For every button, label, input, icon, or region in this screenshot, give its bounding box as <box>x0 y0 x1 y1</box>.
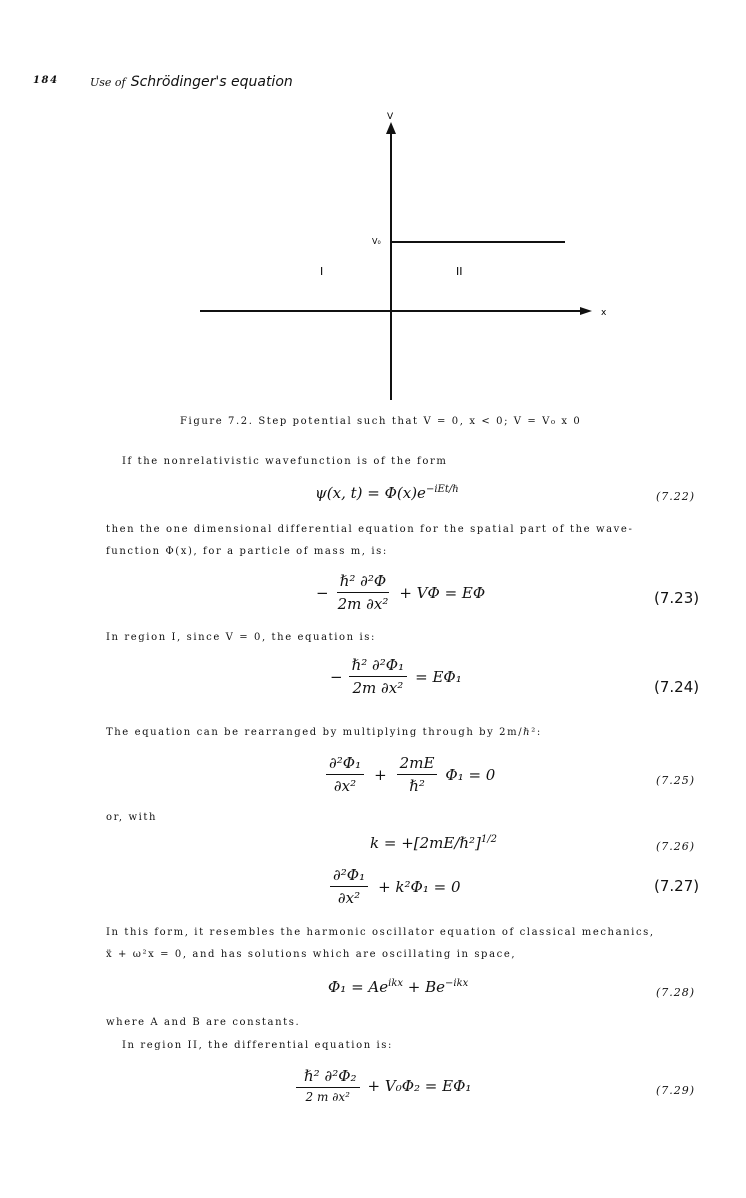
equation-7-23-numerator: ℏ² ∂²Φ <box>337 572 390 593</box>
x-axis-label: x <box>601 308 607 318</box>
equation-7-28-exponent-a: ikx <box>388 978 404 989</box>
equation-7-27 <box>330 866 461 907</box>
equation-7-28-mid: + Be <box>403 978 446 996</box>
equation-7-29-fraction <box>296 1067 360 1104</box>
paragraph-harmonic-line2: ẍ + ω²x = 0, and has solutions which are oscillating in space, <box>106 949 517 960</box>
equation-7-29-rhs: + V₀Φ₂ = EΦ₁ <box>367 1076 472 1095</box>
equation-7-25 <box>326 754 495 795</box>
equation-number-7-25: (7.25) <box>656 774 696 787</box>
paragraph-intro: If the nonrelativistic wavefunction is of the form <box>122 456 448 467</box>
equation-7-23-rhs: + VΦ = EΦ <box>399 583 486 602</box>
equation-7-26-body: k = +[2mE/ℏ²] <box>370 834 481 852</box>
equation-number-7-23: (7.23) <box>654 589 700 607</box>
equation-7-22 <box>315 484 459 502</box>
paragraph-rearranged: The equation can be rearranged by multiplying through by 2m/ℏ²: <box>106 727 542 738</box>
paragraph-wavefunction-line1: then the one dimensional differential equation for the spatial part of the wave- <box>106 524 634 535</box>
equation-7-22-body: ψ(x, t) = Φ(x)e <box>315 484 426 502</box>
equation-7-23-denominator: 2m ∂x² <box>337 595 389 613</box>
equation-7-27-rhs: + k²Φ₁ = 0 <box>378 877 461 896</box>
equation-7-27-fraction <box>330 866 368 907</box>
v0-label: V₀ <box>372 237 381 246</box>
equation-7-25-denominator-b: ℏ² <box>409 777 425 795</box>
equation-7-26 <box>370 834 497 852</box>
equation-7-24-fraction <box>349 656 408 697</box>
equation-7-25-numerator-a: ∂²Φ₁ <box>326 754 364 775</box>
equation-7-25-fraction-a <box>326 754 364 795</box>
equation-7-24-denominator: 2m ∂x² <box>352 679 404 697</box>
equation-7-22-exponent: −iEt/ℏ <box>425 484 459 495</box>
equation-7-29-denominator: 2 m ∂x² <box>305 1090 350 1104</box>
equation-7-23 <box>316 572 485 613</box>
page-number: 184 <box>33 75 59 86</box>
running-head-prefix: Use of <box>90 76 126 89</box>
running-head <box>90 71 293 90</box>
paragraph-harmonic-line1: In this form, it resembles the harmonic oscillator equation of classical mechanics, <box>106 927 655 938</box>
figure-caption: Figure 7.2. Step potential such that V = 0, x < 0; V = V₀ x 0 <box>180 416 582 427</box>
equation-7-25-denominator-a: ∂x² <box>333 777 357 795</box>
equation-number-7-24: (7.24) <box>654 678 700 696</box>
equation-7-27-numerator: ∂²Φ₁ <box>330 866 368 887</box>
equation-7-24 <box>330 656 462 697</box>
equation-number-7-29: (7.29) <box>656 1084 696 1097</box>
equation-7-25-numerator-b: 2mE <box>397 754 438 775</box>
paragraph-region-one: In region I, since V = 0, the equation is: <box>106 632 376 643</box>
equation-7-28-lhs: Φ₁ = Ae <box>328 978 389 996</box>
step-potential-figure <box>190 112 620 402</box>
paragraph-region-two: In region II, the differential equation is: <box>122 1040 394 1051</box>
equation-number-7-28: (7.28) <box>656 986 696 999</box>
equation-7-28-exponent-b: −ikx <box>445 978 469 989</box>
v-axis-label: V <box>387 112 394 122</box>
running-head-title: Schrödinger's equation <box>130 74 293 90</box>
equation-7-29 <box>296 1067 471 1104</box>
region-one-label: I <box>320 265 324 278</box>
equation-number-7-27: (7.27) <box>654 877 700 895</box>
paragraph-or-with: or, with <box>106 812 158 823</box>
equation-7-25-rhs: Φ₁ = 0 <box>445 765 496 784</box>
equation-7-29-numerator: ℏ² ∂²Φ₂ <box>296 1067 360 1088</box>
equation-number-7-22: (7.22) <box>656 490 696 503</box>
equation-7-24-minus: − <box>330 667 343 686</box>
equation-7-24-numerator: ℏ² ∂²Φ₁ <box>349 656 408 677</box>
region-two-label: II <box>456 265 463 278</box>
equation-7-26-exponent: 1/2 <box>480 834 498 845</box>
v-axis-arrow <box>386 122 396 134</box>
equation-number-7-26: (7.26) <box>656 840 696 853</box>
paragraph-constants: where A and B are constants. <box>106 1017 301 1028</box>
equation-7-27-denominator: ∂x² <box>337 889 361 907</box>
x-axis-arrow <box>580 307 592 315</box>
equation-7-24-rhs: = EΦ₁ <box>415 667 462 686</box>
equation-7-25-plus: + <box>374 765 387 784</box>
equation-7-28 <box>328 978 468 996</box>
equation-7-25-fraction-b <box>397 754 438 795</box>
paragraph-wavefunction-line2: function Φ(x), for a particle of mass m, is: <box>106 546 388 557</box>
equation-7-23-fraction <box>335 572 392 613</box>
equation-7-23-minus: − <box>316 583 329 602</box>
